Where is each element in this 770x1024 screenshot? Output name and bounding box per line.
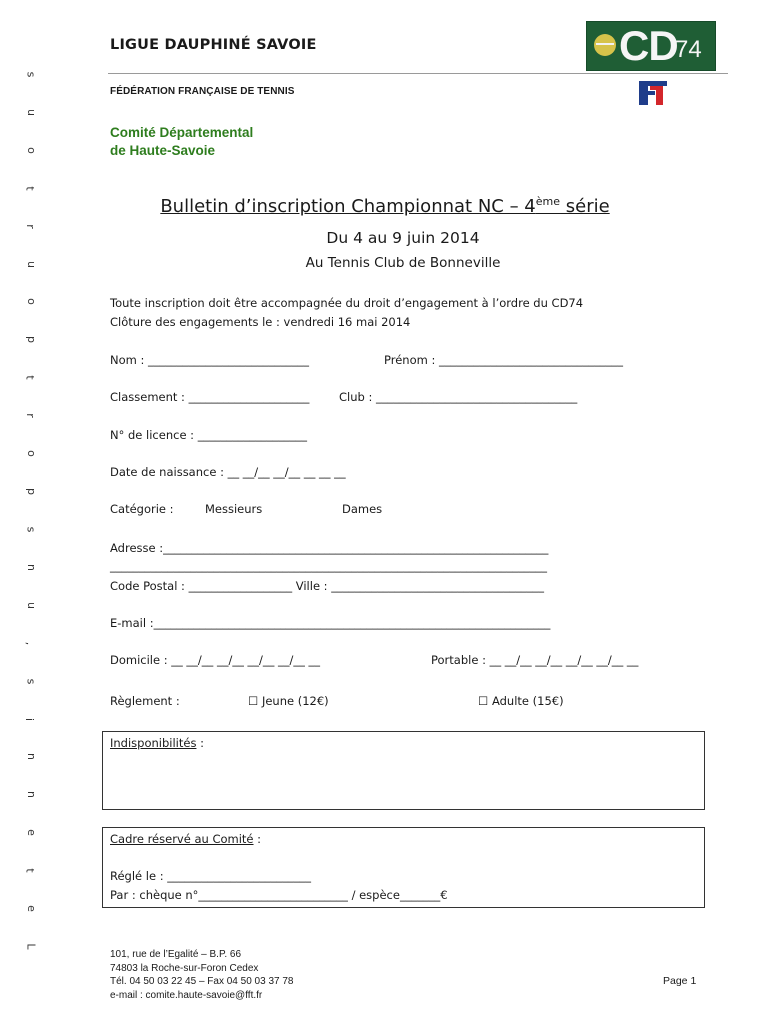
slogan-letter: i	[23, 717, 37, 721]
fft-logo-icon	[638, 80, 668, 106]
slogan-letter: t	[23, 868, 37, 873]
footer-address	[110, 948, 293, 1002]
page-number: Page 1	[663, 975, 697, 987]
slogan-letter: o	[24, 298, 38, 306]
event-venue: Au Tennis Club de Bonneville	[305, 255, 501, 271]
categorie-label: Catégorie :	[110, 502, 174, 516]
cadre-regle-le[interactable]: Réglé le : _________________________	[110, 869, 311, 883]
slogan-letter: o	[24, 146, 38, 154]
header-divider	[108, 73, 728, 74]
form-title	[0, 195, 770, 217]
slogan-letter: s	[24, 71, 38, 78]
indisponibilites-box[interactable]	[102, 731, 705, 810]
slogan-letter: n	[24, 563, 38, 571]
field-portable[interactable]: Portable : __ __/__ __/__ __/__ __/__ __	[431, 653, 639, 667]
slogan-letter: n	[24, 791, 38, 799]
slogan-letter: u	[24, 108, 38, 116]
footer-line-4: e-mail : comite.haute-savoie@fft.fr	[110, 989, 263, 1001]
field-club[interactable]: Club : ___________________________________	[339, 390, 578, 404]
field-prenom[interactable]: Prénom : ________________________________	[384, 353, 623, 367]
categorie-messieurs[interactable]: Messieurs	[205, 502, 263, 516]
cadre-reserve-label: Cadre réservé au Comité :	[110, 832, 262, 846]
federation-name: FÉDÉRATION FRANÇAISE DE TENNIS	[110, 86, 295, 97]
slogan-letter: L	[24, 943, 38, 950]
intro-line-2: Clôture des engagements le : vendredi 16 mai 2014	[110, 315, 411, 329]
logo-number: 74	[675, 36, 702, 63]
slogan-letter: s	[24, 526, 38, 533]
cadre-paiement[interactable]: Par : chèque n°__________________________ / espèce_______€	[110, 888, 448, 902]
form-title-text: Bulletin d’inscription Championnat NC – 4ème série	[160, 195, 610, 217]
reglement-adulte-checkbox[interactable]: ☐ Adulte (15€)	[478, 694, 564, 708]
committee-name	[110, 124, 253, 160]
logo-cd-text: CD	[619, 22, 678, 69]
footer-line-2: 74803 la Roche-sur-Foron Cedex	[110, 962, 259, 974]
field-date-naissance[interactable]: Date de naissance : __ __/__ __/__ __ __ __	[110, 465, 346, 479]
slogan-letter: t	[23, 375, 37, 380]
slogan-letter: o	[24, 450, 38, 457]
reglement-jeune-checkbox[interactable]: ☐ Jeune (12€)	[248, 694, 329, 708]
categorie-dames[interactable]: Dames	[342, 502, 383, 516]
tennis-ball-seam	[596, 43, 614, 45]
slogan-letter: p	[24, 488, 38, 496]
slogan-letter: ,	[23, 641, 37, 645]
field-nom[interactable]: Nom : ____________________________	[110, 353, 310, 367]
cd74-logo	[586, 21, 716, 71]
field-domicile[interactable]: Domicile : __ __/__ __/__ __/__ __/__ __	[110, 653, 321, 667]
slogan-letter: u	[24, 601, 38, 609]
committee-line-2: de Haute-Savoie	[110, 143, 216, 158]
event-dates: Du 4 au 9 juin 2014	[326, 229, 480, 247]
field-licence[interactable]: N° de licence : ___________________	[110, 428, 307, 442]
field-classement[interactable]: Classement : _____________________	[110, 390, 310, 404]
slogan-letter: r	[23, 223, 37, 229]
footer-line-1: 101, rue de l’Egalité – B.P. 66	[110, 949, 242, 960]
footer-line-3: Tél. 04 50 03 22 45 – Fax 04 50 03 37 78	[110, 976, 294, 987]
field-adresse-line-2[interactable]: ____________________________________________________________________________	[110, 559, 547, 573]
field-email[interactable]: E-mail :_____________________________________________________________________	[110, 616, 551, 630]
indisponibilites-label: Indisponibilités :	[110, 736, 204, 750]
committee-line-1: Comité Départemental	[110, 125, 254, 140]
field-adresse[interactable]: Adresse :___________________________________________________________________	[110, 541, 549, 555]
intro-line-1: Toute inscription doit être accompagnée du droit d’engagement à l’ordre du CD74	[110, 296, 584, 310]
slogan-letter: e	[24, 829, 38, 837]
slogan-letter: u	[24, 260, 38, 268]
slogan-letter: e	[24, 905, 38, 912]
cadre-reserve-box	[102, 827, 705, 908]
tennis-ball-icon	[594, 34, 616, 56]
league-name: LIGUE DAUPHINÉ SAVOIE	[110, 37, 317, 53]
slogan-letter: r	[23, 413, 37, 418]
reglement-label: Règlement :	[110, 694, 180, 708]
slogan-letter: s	[24, 678, 38, 684]
slogan-letter: n	[24, 753, 38, 761]
slogan-letter: t	[23, 186, 37, 191]
field-code-postal-ville[interactable]: Code Postal : __________________ Ville : _____________________________________	[110, 579, 544, 593]
slogan-letter: p	[24, 336, 38, 344]
